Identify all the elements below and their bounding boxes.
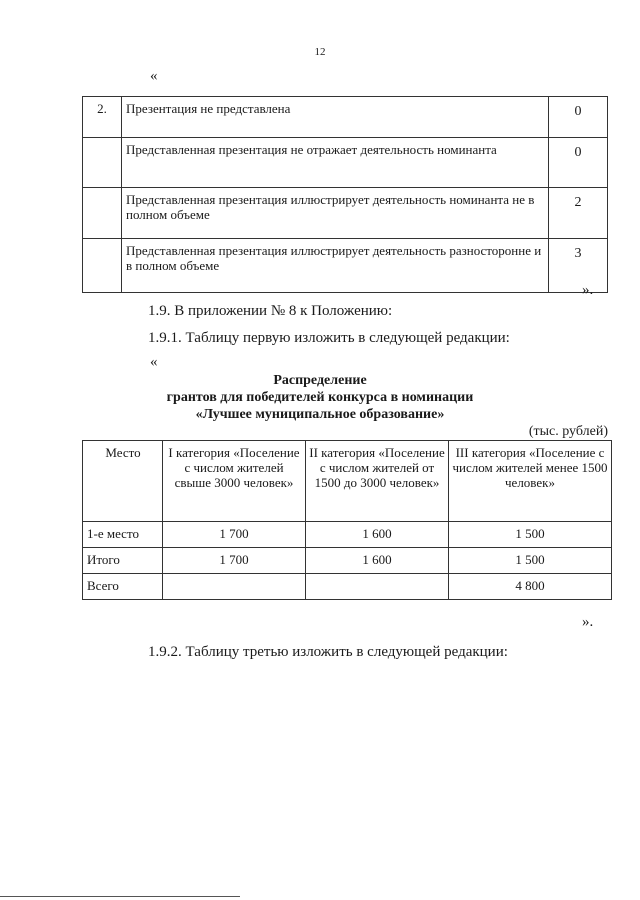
cell-value: 1 600 bbox=[306, 522, 449, 548]
cell-value: 4 800 bbox=[449, 574, 612, 600]
table-header-row bbox=[83, 441, 612, 522]
cell-value: 1 700 bbox=[163, 522, 306, 548]
header-category-1: I категория «Поселение с числом жителей свыше 3000 человек» bbox=[163, 441, 306, 522]
score-value: 0 bbox=[549, 97, 608, 138]
row-label: 1-е место bbox=[83, 522, 163, 548]
criterion-text: Представленная презентация иллюстрирует деятельность разносторонне и в полном объеме bbox=[122, 239, 549, 293]
table-row bbox=[83, 548, 612, 574]
cell-value: 1 500 bbox=[449, 522, 612, 548]
paragraph-1-9: 1.9. В приложении № 8 к Положению: bbox=[148, 303, 393, 319]
score-value: 2 bbox=[549, 188, 608, 239]
row-label: Всего bbox=[83, 574, 163, 600]
footer-divider bbox=[0, 896, 240, 897]
table-title bbox=[0, 372, 640, 423]
cell-value: 1 700 bbox=[163, 548, 306, 574]
table-row bbox=[83, 574, 612, 600]
close-quote-1: ». bbox=[582, 282, 594, 298]
close-quote-2: ». bbox=[582, 614, 594, 630]
unit-label: (тыс. рублей) bbox=[528, 424, 608, 439]
open-quote-1: « bbox=[150, 68, 158, 84]
title-line-2: грантов для победителей конкурса в номинации bbox=[166, 390, 474, 405]
row-label: Итого bbox=[83, 548, 163, 574]
table-row bbox=[83, 239, 608, 293]
score-value: 0 bbox=[549, 138, 608, 188]
table-row bbox=[83, 138, 608, 188]
score-value: 3 bbox=[549, 239, 608, 293]
table-row bbox=[83, 97, 608, 138]
item-number bbox=[83, 188, 122, 239]
paragraph-1-9-1: 1.9.1. Таблицу первую изложить в следующей редакции: bbox=[148, 330, 510, 346]
grants-table bbox=[82, 440, 612, 600]
title-line-1: Распределение bbox=[273, 373, 367, 388]
header-place: Место bbox=[83, 441, 163, 522]
cell-value bbox=[306, 574, 449, 600]
cell-value: 1 500 bbox=[449, 548, 612, 574]
criterion-text: Представленная презентация не отражает деятельность номинанта bbox=[122, 138, 549, 188]
open-quote-2: « bbox=[150, 354, 158, 370]
header-category-3: III категория «Поселение с числом жителей менее 1500 человек» bbox=[449, 441, 612, 522]
item-number bbox=[83, 138, 122, 188]
item-number bbox=[83, 239, 122, 293]
cell-value: 1 600 bbox=[306, 548, 449, 574]
header-category-2: II категория «Поселение с числом жителей от 1500 до 3000 человек» bbox=[306, 441, 449, 522]
title-line-3: «Лучшее муниципальное образование» bbox=[195, 407, 445, 422]
cell-value bbox=[163, 574, 306, 600]
paragraph-1-9-2: 1.9.2. Таблицу третью изложить в следующей редакции: bbox=[148, 644, 508, 660]
table-row bbox=[83, 522, 612, 548]
item-number: 2. bbox=[83, 97, 122, 138]
page-number: 12 bbox=[314, 46, 326, 58]
criterion-text: Презентация не представлена bbox=[122, 97, 549, 138]
scoring-table bbox=[82, 96, 608, 293]
table-row bbox=[83, 188, 608, 239]
criterion-text: Представленная презентация иллюстрирует деятельность номинанта не в полном объеме bbox=[122, 188, 549, 239]
